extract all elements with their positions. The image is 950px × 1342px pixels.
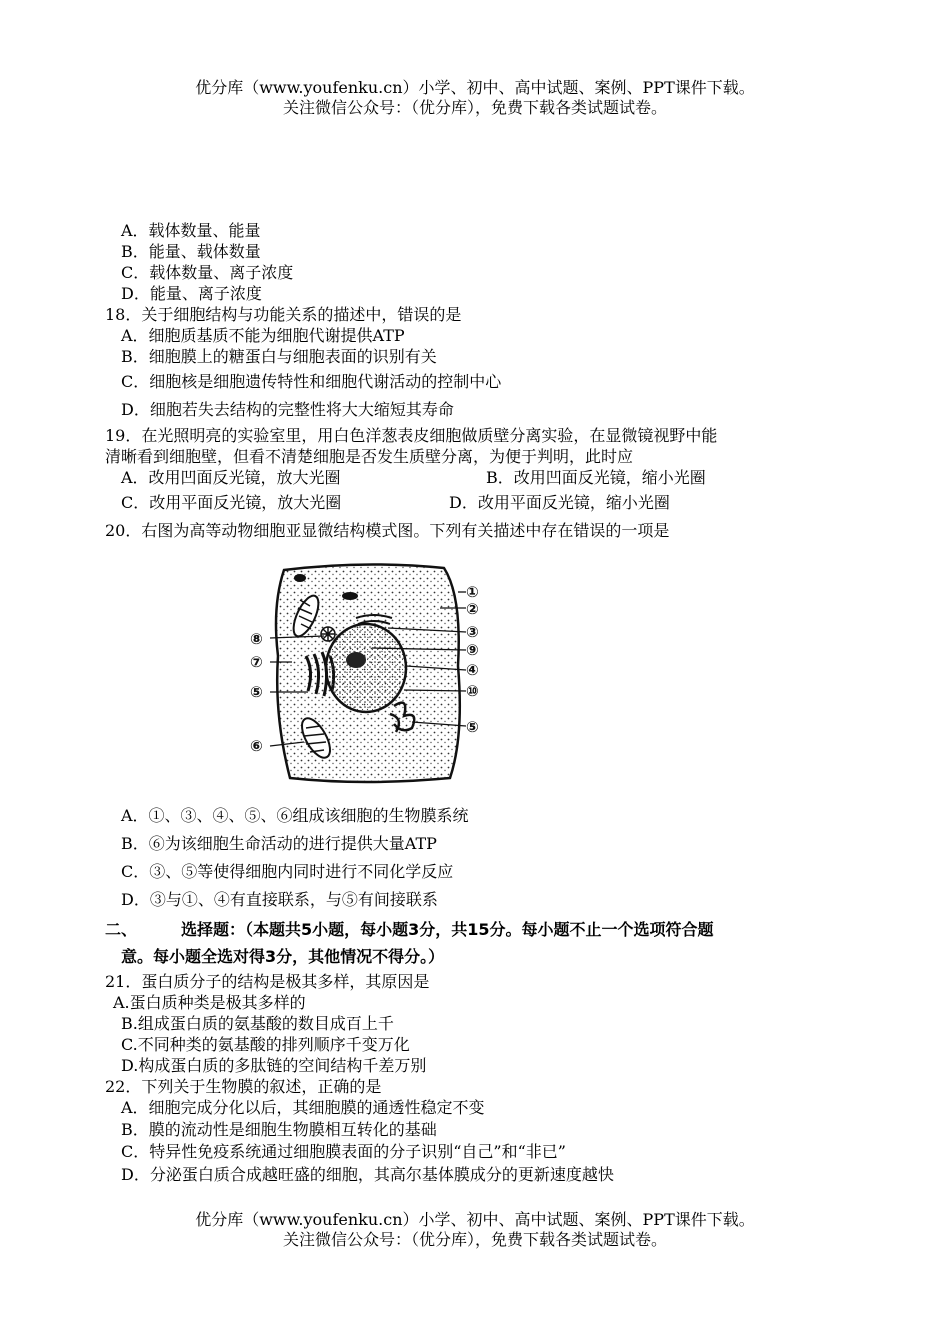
q19-option-a: A．改用凹面反光镜，放大光圈 bbox=[121, 468, 341, 487]
label-4: ④ bbox=[466, 661, 479, 679]
q20-option-d: D．③与①、④有直接联系，与⑤有间接联系 bbox=[121, 890, 438, 909]
q19-option-b: B．改用凹面反光镜，缩小光圈 bbox=[486, 468, 706, 487]
q22-option-b: B．膜的流动性是细胞生物膜相互转化的基础 bbox=[121, 1120, 437, 1139]
label-1: ① bbox=[466, 583, 479, 601]
q18-option-b: B．细胞膜上的糖蛋白与细胞表面的识别有关 bbox=[121, 347, 437, 366]
q17-option-a: A．载体数量、能量 bbox=[121, 221, 261, 240]
q20-option-c: C．③、⑤等使得细胞内同时进行不同化学反应 bbox=[121, 862, 454, 881]
label-2: ② bbox=[466, 600, 479, 618]
label-7: ⑦ bbox=[250, 653, 263, 671]
q19-stem-line-1: 19．在光照明亮的实验室里，用白色洋葱表皮细胞做质壁分离实验，在显微镜视野中能 bbox=[105, 426, 718, 445]
label-10: ⑩ bbox=[466, 682, 479, 700]
section-2-number: 二、 bbox=[105, 920, 138, 939]
q20-stem: 20．右图为高等动物细胞亚显微结构模式图。下列有关描述中存在错误的一项是 bbox=[105, 521, 670, 540]
q22-option-d: D．分泌蛋白质合成越旺盛的细胞，其高尔基体膜成分的更新速度越快 bbox=[121, 1165, 614, 1184]
label-8: ⑧ bbox=[250, 630, 263, 648]
q18-option-a: A．细胞质基质不能为细胞代谢提供ATP bbox=[121, 326, 405, 345]
section-2-line-1: 选择题：（本题共5小题，每小题3分，共15分。每小题不止一个选项符合题 bbox=[181, 920, 714, 939]
q19-option-c: C．改用平面反光镜，放大光圈 bbox=[121, 493, 342, 512]
q18-option-d: D．细胞若失去结构的完整性将大大缩短其寿命 bbox=[121, 400, 454, 419]
q22-option-c: C．特异性免疫系统通过细胞膜表面的分子识别“自己”和“非已” bbox=[121, 1142, 566, 1161]
header-line-1: 优分库（www.youfenku.cn）小学、初中、高中试题、案例、PPT课件下载。 bbox=[195, 78, 755, 97]
label-5-left: ⑤ bbox=[250, 683, 263, 701]
nucleus bbox=[326, 624, 406, 712]
q21-stem: 21．蛋白质分子的结构是极其多样，其原因是 bbox=[105, 972, 430, 991]
q18-stem: 18．关于细胞结构与功能关系的描述中，错误的是 bbox=[105, 305, 462, 324]
section-2-line-2: 意。每小题全选对得3分，其他情况不得分。） bbox=[121, 947, 445, 966]
label-9: ⑨ bbox=[466, 641, 479, 659]
q17-option-d: D．能量、离子浓度 bbox=[121, 284, 262, 303]
footer-line-1: 优分库（www.youfenku.cn）小学、初中、高中试题、案例、PPT课件下载。 bbox=[195, 1210, 755, 1229]
q19-option-d: D．改用平面反光镜，缩小光圈 bbox=[449, 493, 670, 512]
label-3: ③ bbox=[466, 623, 479, 641]
label-6: ⑥ bbox=[250, 737, 263, 755]
q17-option-c: C．载体数量、离子浓度 bbox=[121, 263, 294, 282]
q21-option-d: D.构成蛋白质的多肽链的空间结构千差万别 bbox=[121, 1056, 427, 1075]
label-5-right: ⑤ bbox=[466, 718, 479, 736]
q18-option-c: C．细胞核是细胞遗传特性和细胞代谢活动的控制中心 bbox=[121, 372, 502, 391]
q22-stem: 22．下列关于生物膜的叙述，正确的是 bbox=[105, 1077, 382, 1096]
header-line-2: 关注微信公众号：（优分库），免费下载各类试题试卷。 bbox=[282, 98, 667, 117]
animal-cell-diagram bbox=[244, 556, 488, 788]
q21-option-a: A.蛋白质种类是极其多样的 bbox=[113, 993, 306, 1012]
q22-option-a: A．细胞完成分化以后，其细胞膜的通透性稳定不变 bbox=[121, 1098, 485, 1117]
centrosome bbox=[321, 627, 335, 641]
q20-option-a: A．①、③、④、⑤、⑥组成该细胞的生物膜系统 bbox=[121, 806, 469, 825]
q17-option-b: B．能量、载体数量 bbox=[121, 242, 261, 261]
q19-stem-line-2: 清晰看到细胞壁，但看不清楚细胞是否发生质壁分离，为便于判明，此时应 bbox=[105, 447, 634, 466]
q21-option-c: C.不同种类的氨基酸的排列顺序千变万化 bbox=[121, 1035, 410, 1054]
q21-option-b: B.组成蛋白质的氨基酸的数目成百上千 bbox=[121, 1014, 394, 1033]
footer-line-2: 关注微信公众号：（优分库），免费下载各类试题试卷。 bbox=[282, 1230, 667, 1249]
q20-option-b: B．⑥为该细胞生命活动的进行提供大量ATP bbox=[121, 834, 437, 853]
